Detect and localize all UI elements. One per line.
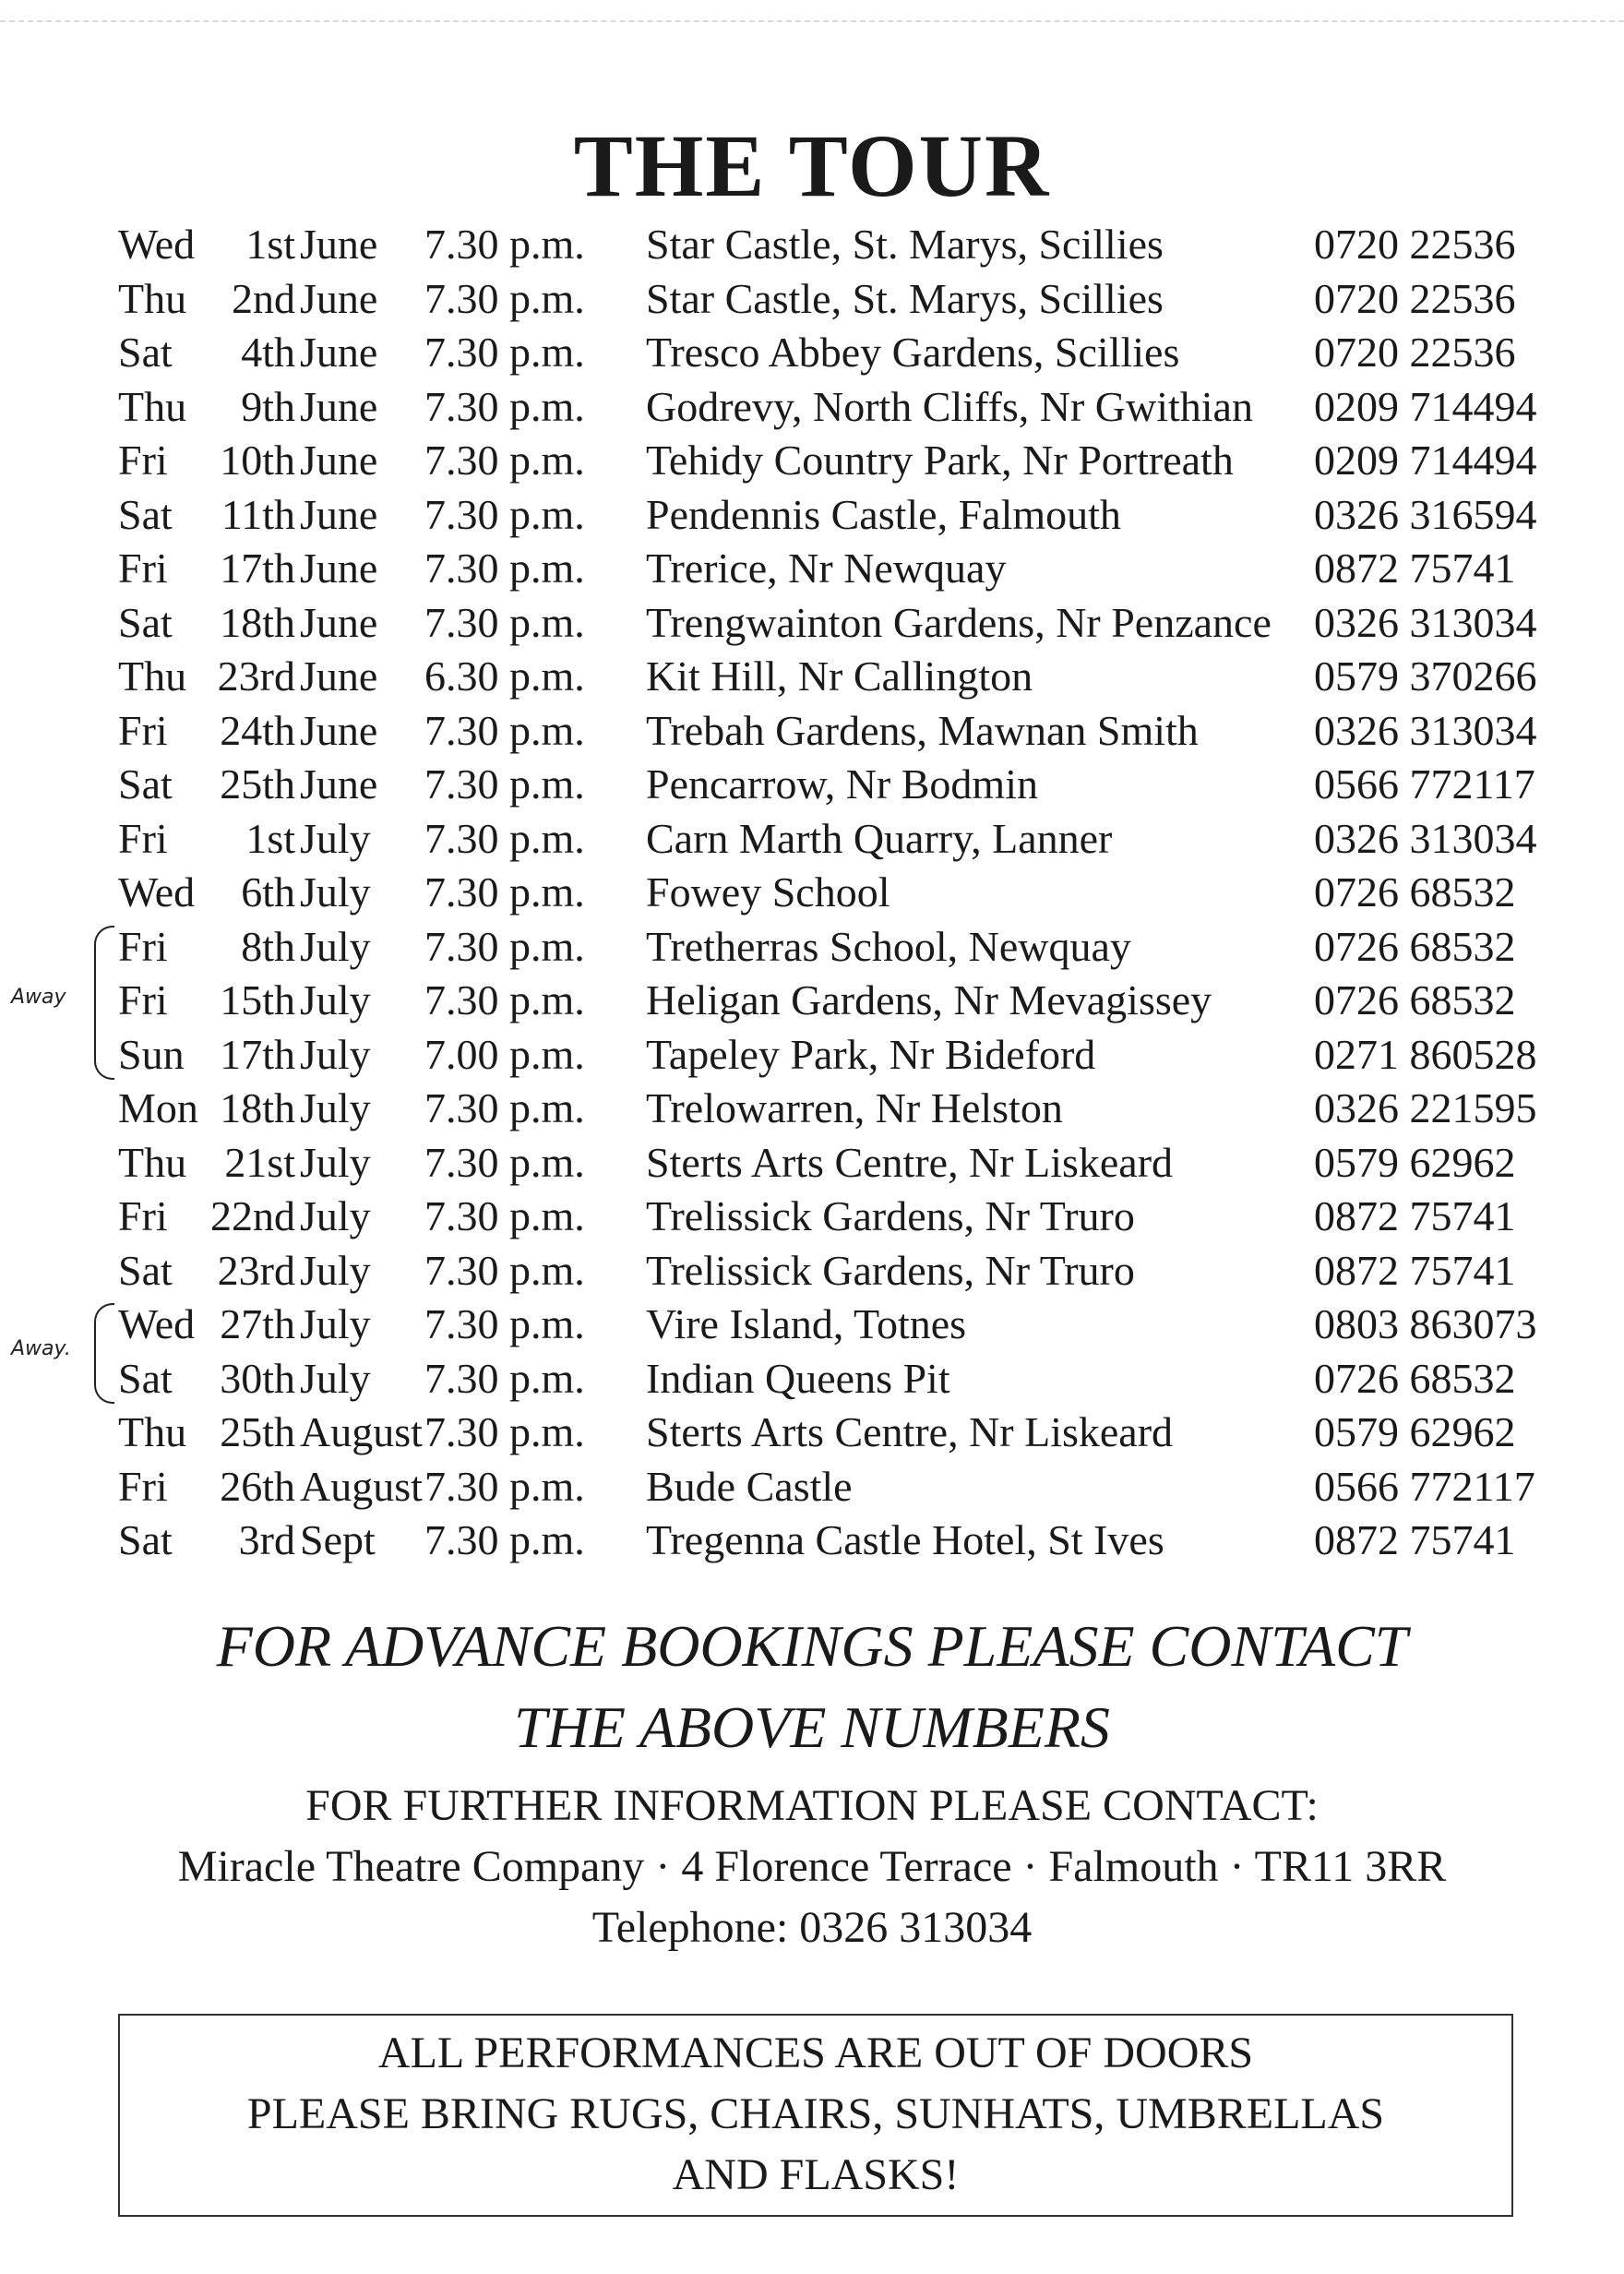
performance-phone: 0726 68532: [1314, 868, 1516, 916]
performance-date: 24th: [220, 706, 295, 754]
performance-month: June: [300, 760, 378, 808]
performance-phone: 0579 62962: [1314, 1138, 1516, 1186]
performance-phone: 0566 772117: [1314, 1462, 1535, 1510]
contact-address: Miracle Theatre Company · 4 Florence Terrace · Falmouth · TR11 3RR: [177, 1842, 1447, 1891]
performance-month: June: [300, 437, 378, 484]
performance-time: 7.30 p.m.: [424, 760, 585, 808]
performance-phone: 0726 68532: [1314, 922, 1516, 970]
performance-month: June: [300, 490, 378, 538]
performance-day: Fri: [118, 706, 168, 754]
performance-day: Thu: [118, 1408, 187, 1455]
performance-venue: Trebah Gardens, Mawnan Smith: [646, 706, 1199, 754]
performance-venue: Vire Island, Totnes: [646, 1300, 967, 1347]
performance-phone: 0872 75741: [1314, 545, 1516, 592]
performance-month: Sept: [300, 1516, 376, 1563]
performance-venue: Tehidy Country Park, Nr Portreath: [646, 437, 1234, 484]
performance-venue: Trelissick Gardens, Nr Truro: [646, 1192, 1135, 1239]
performance-venue: Bude Castle: [646, 1462, 853, 1510]
contact-telephone: Telephone: 0326 313034: [591, 1903, 1033, 1952]
performance-venue: Trerice, Nr Newquay: [646, 545, 1007, 592]
performance-date: 3rd: [238, 1516, 295, 1563]
handwritten-brace: [94, 926, 114, 1081]
performance-date: 30th: [220, 1354, 295, 1402]
performance-day: Thu: [118, 652, 187, 700]
performance-time: 7.30 p.m.: [424, 274, 585, 322]
performance-time: 7.30 p.m.: [424, 706, 585, 754]
performance-day: Mon: [118, 1084, 198, 1131]
performance-time: 7.30 p.m.: [424, 221, 585, 268]
performance-venue: Pencarrow, Nr Bodmin: [646, 760, 1038, 808]
advance-booking-line-1: FOR ADVANCE BOOKINGS PLEASE CONTACT: [216, 1613, 1408, 1679]
performance-time: 7.30 p.m.: [424, 922, 585, 970]
performance-time: 7.30 p.m.: [424, 1516, 585, 1563]
performance-venue: Tregenna Castle Hotel, St Ives: [646, 1516, 1164, 1563]
performance-row: [0, 1136, 1624, 1191]
performance-venue: Star Castle, St. Marys, Scillies: [646, 221, 1164, 268]
performance-day: Fri: [118, 545, 168, 592]
performance-phone: 0803 863073: [1314, 1300, 1537, 1347]
performance-venue: Trengwainton Gardens, Nr Penzance: [646, 598, 1272, 646]
performance-day: Sat: [118, 1354, 173, 1402]
performance-day: Fri: [118, 922, 168, 970]
performance-month: August: [300, 1462, 423, 1510]
performance-month: June: [300, 598, 378, 646]
performance-date: 22nd: [210, 1192, 295, 1239]
performance-row: [0, 758, 1624, 812]
performance-venue: Heligan Gardens, Nr Mevagissey: [646, 976, 1212, 1023]
performance-date: 17th: [220, 545, 295, 592]
performance-time: 7.30 p.m.: [424, 382, 585, 430]
handwritten-away-note: Away.: [11, 1336, 71, 1360]
performance-time: 7.30 p.m.: [424, 598, 585, 646]
performance-phone: 0579 62962: [1314, 1408, 1516, 1455]
performance-time: 7.00 p.m.: [424, 1030, 585, 1078]
performance-row: [0, 596, 1624, 651]
performance-venue: Sterts Arts Centre, Nr Liskeard: [646, 1408, 1174, 1455]
performance-month: June: [300, 652, 378, 700]
performance-venue: Trelowarren, Nr Helston: [646, 1084, 1063, 1131]
performance-date: 27th: [220, 1300, 295, 1347]
performance-day: Fri: [118, 1192, 168, 1239]
page-title: THE TOUR: [573, 116, 1051, 215]
performance-row: [0, 866, 1624, 920]
performance-time: 7.30 p.m.: [424, 545, 585, 592]
performance-venue: Tapeley Park, Nr Bideford: [646, 1030, 1096, 1078]
performance-month: June: [300, 545, 378, 592]
performance-time: 7.30 p.m.: [424, 1084, 585, 1131]
performance-date: 23rd: [217, 1246, 295, 1294]
performance-day: Fri: [118, 437, 168, 484]
performance-time: 7.30 p.m.: [424, 490, 585, 538]
performance-row: [0, 1460, 1624, 1514]
notice-line-2: PLEASE BRING RUGS, CHAIRS, SUNHATS, UMBRELLAS: [246, 2089, 1385, 2138]
performance-venue: Trelissick Gardens, Nr Truro: [646, 1246, 1135, 1294]
performance-date: 15th: [220, 976, 295, 1023]
performance-month: June: [300, 706, 378, 754]
performance-row: [0, 1352, 1624, 1406]
performance-date: 2nd: [232, 274, 295, 322]
performance-venue: Godrevy, North Cliffs, Nr Gwithian: [646, 382, 1253, 430]
performance-month: July: [300, 1192, 371, 1239]
performance-month: June: [300, 274, 378, 322]
performance-day: Fri: [118, 814, 168, 862]
performance-day: Sat: [118, 598, 173, 646]
performance-venue: Carn Marth Quarry, Lanner: [646, 814, 1113, 862]
performance-date: 9th: [241, 382, 295, 430]
performance-date: 25th: [220, 760, 295, 808]
performance-day: Sat: [118, 1516, 173, 1563]
notice-line-3: AND FLASKS!: [672, 2150, 960, 2199]
performance-date: 21st: [224, 1138, 295, 1186]
contact-info: [0, 1776, 1624, 1958]
performance-date: 4th: [241, 329, 295, 376]
performance-time: 7.30 p.m.: [424, 437, 585, 484]
performance-phone: 0720 22536: [1314, 221, 1516, 268]
performance-month: June: [300, 382, 378, 430]
performance-month: July: [300, 1300, 371, 1347]
performance-row: [0, 1244, 1624, 1299]
performance-month: July: [300, 922, 371, 970]
performance-venue: Fowey School: [646, 868, 890, 916]
performance-row: [0, 920, 1624, 975]
performance-venue: Indian Queens Pit: [646, 1354, 950, 1402]
performance-venue: Pendennis Castle, Falmouth: [646, 490, 1121, 538]
performance-row: [0, 1514, 1624, 1568]
performance-month: July: [300, 814, 371, 862]
performance-date: 8th: [241, 922, 295, 970]
performance-month: July: [300, 1354, 371, 1402]
performance-day: Thu: [118, 274, 187, 322]
performance-day: Sat: [118, 329, 173, 376]
performance-day: Sat: [118, 490, 173, 538]
performance-phone: 0271 860528: [1314, 1030, 1537, 1078]
performance-time: 7.30 p.m.: [424, 1192, 585, 1239]
contact-heading: FOR FURTHER INFORMATION PLEASE CONTACT:: [305, 1781, 1319, 1830]
performance-row: [0, 812, 1624, 867]
performance-date: 1st: [245, 221, 295, 268]
performance-row: [0, 974, 1624, 1028]
performance-time: 7.30 p.m.: [424, 1408, 585, 1455]
performance-day: Wed: [118, 221, 196, 268]
performance-date: 23rd: [217, 652, 295, 700]
performance-date: 1st: [245, 814, 295, 862]
outdoor-notice-box: [118, 2014, 1513, 2217]
performance-day: Sat: [118, 760, 173, 808]
performance-phone: 0872 75741: [1314, 1516, 1516, 1563]
performance-phone: 0872 75741: [1314, 1192, 1516, 1239]
performance-row: [0, 650, 1624, 704]
performance-phone: 0209 714494: [1314, 382, 1537, 430]
performance-day: Thu: [118, 1138, 187, 1186]
performance-row: [0, 434, 1624, 488]
performance-date: 10th: [220, 437, 295, 484]
performance-time: 7.30 p.m.: [424, 1462, 585, 1510]
performance-row: [0, 1082, 1624, 1136]
performance-month: July: [300, 976, 371, 1023]
performance-month: July: [300, 1030, 371, 1078]
performance-phone: 0326 313034: [1314, 814, 1537, 862]
performance-phone: 0326 221595: [1314, 1084, 1537, 1131]
notice-line-1: ALL PERFORMANCES ARE OUT OF DOORS: [377, 2029, 1254, 2077]
performance-row: [0, 1406, 1624, 1460]
performance-time: 7.30 p.m.: [424, 1138, 585, 1186]
performance-row: [0, 1190, 1624, 1244]
performance-phone: 0326 316594: [1314, 490, 1537, 538]
performance-time: 7.30 p.m.: [424, 1246, 585, 1294]
performance-day: Fri: [118, 1462, 168, 1510]
performance-time: 7.30 p.m.: [424, 1354, 585, 1402]
performance-venue: Tresco Abbey Gardens, Scillies: [646, 329, 1180, 376]
handwritten-brace: [94, 1303, 114, 1404]
performance-phone: 0720 22536: [1314, 274, 1516, 322]
top-rule: [0, 20, 1624, 22]
advance-booking-notice: [0, 1606, 1624, 1768]
performance-phone: 0720 22536: [1314, 329, 1516, 376]
performance-row: [0, 1298, 1624, 1352]
performance-venue: Star Castle, St. Marys, Scillies: [646, 274, 1164, 322]
performance-day: Fri: [118, 976, 168, 1023]
performance-month: July: [300, 1138, 371, 1186]
performance-month: July: [300, 1246, 371, 1294]
performance-month: July: [300, 1084, 371, 1131]
performance-row: [0, 380, 1624, 435]
performance-row: [0, 326, 1624, 380]
performance-phone: 0726 68532: [1314, 976, 1516, 1023]
performance-time: 7.30 p.m.: [424, 976, 585, 1023]
performance-day: Sun: [118, 1030, 185, 1078]
advance-booking-line-2: THE ABOVE NUMBERS: [514, 1694, 1110, 1760]
performance-day: Wed: [118, 868, 196, 916]
performance-month: July: [300, 868, 371, 916]
handwritten-away-note: Away: [11, 986, 66, 1010]
performance-row: [0, 542, 1624, 596]
performance-date: 25th: [220, 1408, 295, 1455]
performance-phone: 0566 772117: [1314, 760, 1535, 808]
performance-date: 18th: [220, 1084, 295, 1131]
performance-row: [0, 272, 1624, 327]
performance-month: June: [300, 329, 378, 376]
performance-date: 11th: [221, 490, 295, 538]
performance-row: [0, 488, 1624, 543]
performance-venue: Sterts Arts Centre, Nr Liskeard: [646, 1138, 1174, 1186]
performance-date: 17th: [220, 1030, 295, 1078]
performance-day: Thu: [118, 382, 187, 430]
performance-month: August: [300, 1408, 423, 1455]
performance-phone: 0326 313034: [1314, 706, 1537, 754]
performance-time: 7.30 p.m.: [424, 868, 585, 916]
performance-row: [0, 1028, 1624, 1083]
performance-phone: 0326 313034: [1314, 598, 1537, 646]
performance-date: 26th: [220, 1462, 295, 1510]
performance-row: [0, 218, 1624, 272]
performance-time: 7.30 p.m.: [424, 814, 585, 862]
performance-row: [0, 704, 1624, 759]
performance-phone: 0209 714494: [1314, 437, 1537, 484]
performance-venue: Tretherras School, Newquay: [646, 922, 1131, 970]
performance-venue: Kit Hill, Nr Callington: [646, 652, 1033, 700]
performance-date: 18th: [220, 598, 295, 646]
performance-date: 6th: [241, 868, 295, 916]
performance-day: Wed: [118, 1300, 196, 1347]
performance-time: 7.30 p.m.: [424, 329, 585, 376]
performance-time: 7.30 p.m.: [424, 1300, 585, 1347]
performance-month: June: [300, 221, 378, 268]
performance-phone: 0872 75741: [1314, 1246, 1516, 1294]
performance-time: 6.30 p.m.: [424, 652, 585, 700]
performance-day: Sat: [118, 1246, 173, 1294]
performance-phone: 0726 68532: [1314, 1354, 1516, 1402]
performance-phone: 0579 370266: [1314, 652, 1537, 700]
